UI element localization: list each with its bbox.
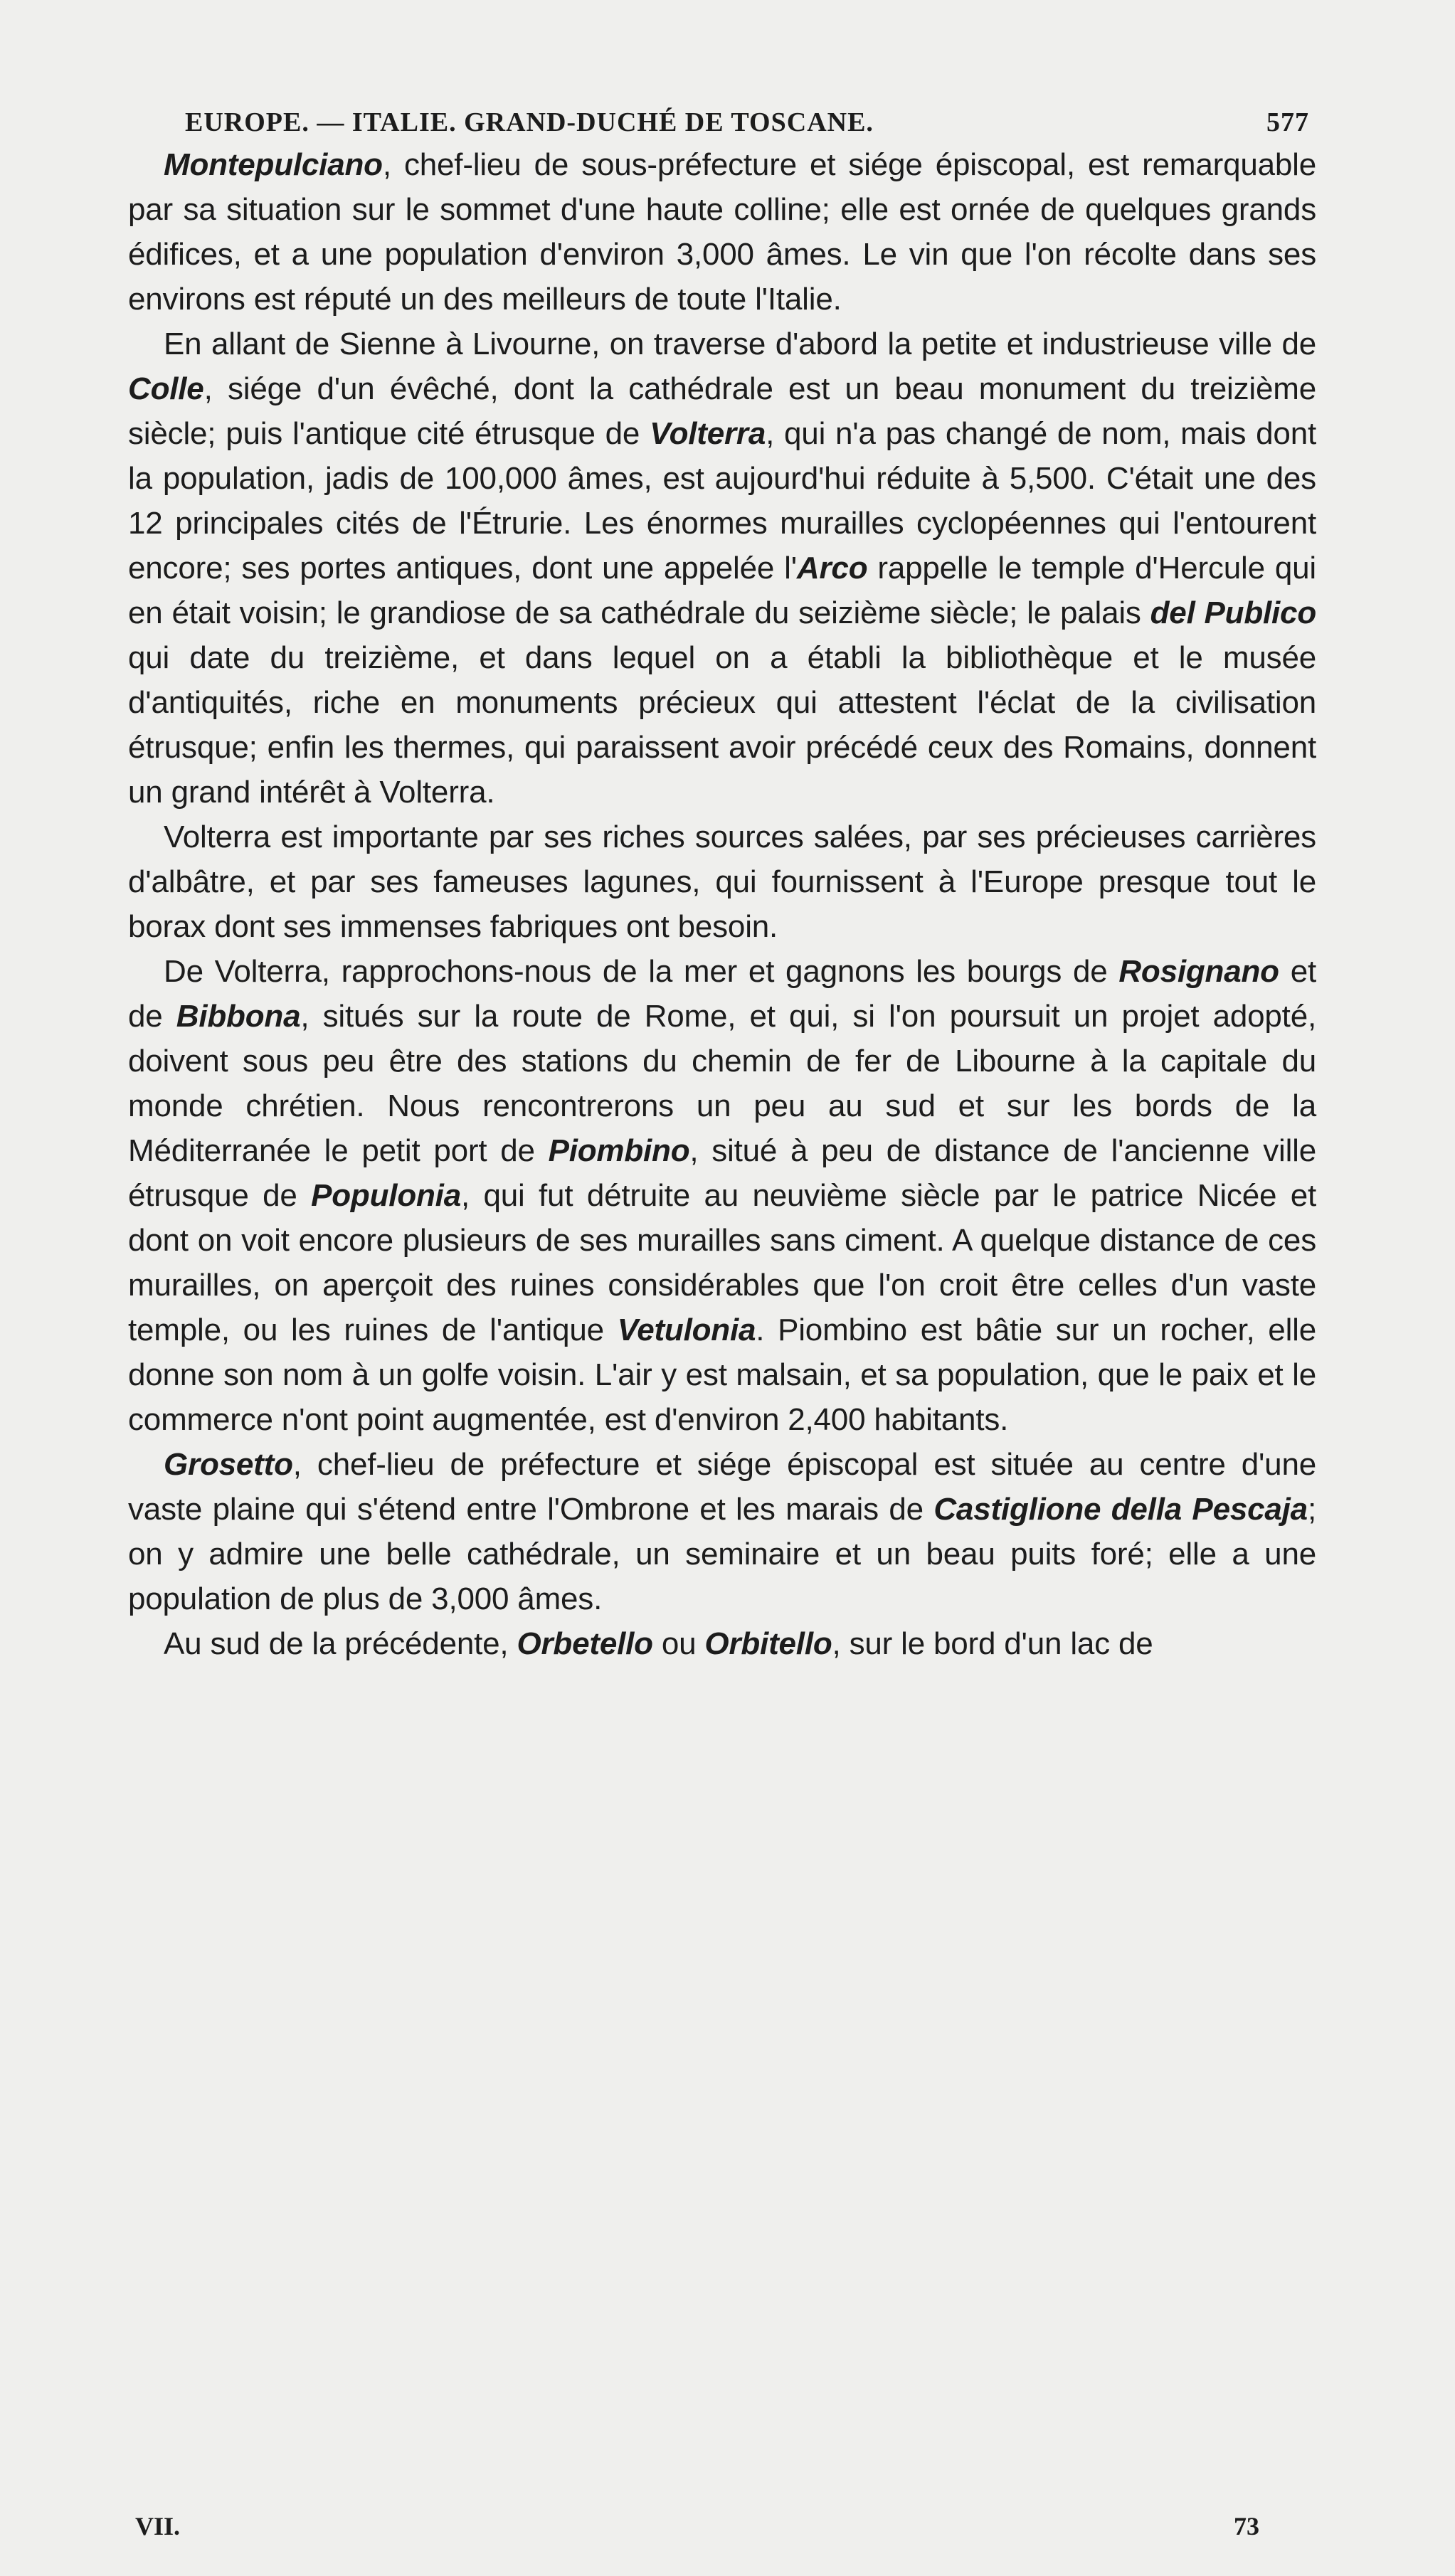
italic-name: Orbitello [704,1626,832,1661]
running-title: EUROPE. — ITALIE. GRAND-DUCHÉ DE TOSCANE. [185,107,874,137]
italic-name: Colle [128,371,204,406]
paragraph [128,142,1316,322]
text-run: rappelle le temple d'Hercule qui en était voisin; le grandiose de sa cathédrale du seizième siècle; le palais [128,551,1316,630]
text-run: , sur le bord d'un lac de [832,1626,1153,1661]
text-run: , chef-lieu de préfecture et siége épiscopal est située au centre d'une vaste plaine qui s'étend entre l'Ombrone et les marais de [128,1447,1316,1527]
text-run: , qui fut détruite au neuvième siècle par le patrice Nicée et dont on voit encore plusieurs de ses murailles sans ciment. A quelque distance de ces murailles, on aperçoit des ruines considérables que l'on croit être celles d'un vaste temple, ou les ruines de l'antique [128,1178,1316,1347]
text-run: , chef-lieu de sous-préfecture et siége épiscopal, est remarquable par sa situation sur le sommet d'une haute colline; elle est ornée de quelques grands édifices, et a une population d'environ 3,000 âmes. Le vin que l'on récolte dans ses environs est réputé un des meilleurs de toute l'Italie. [128,147,1316,317]
italic-name: Grosetto [164,1447,293,1482]
text-run: ; on y admire une belle cathédrale, un seminaire et un beau puits foré; elle a une population de plus de 3,000 âmes. [128,1492,1316,1616]
text-run: , siége d'un évêché, dont la cathédrale est un beau monument du treizième siècle; puis l'antique cité étrusque de [128,371,1316,451]
italic-name: Vetulonia [617,1313,756,1347]
text-run: , situés sur la route de Rome, et qui, si l'on poursuit un projet adopté, doivent sous peu être des stations du chemin de fer de Libourne à la capitale du monde chrétien. Nous rencontrerons un peu au sud et sur les bords de la Méditerranée le petit port de [128,999,1316,1168]
paragraph [128,949,1316,1442]
text-run: , situé à peu de distance de l'ancienne ville étrusque de [128,1133,1316,1213]
body-text [128,142,1316,1666]
text-run: En allant de Sienne à Livourne, on traverse d'abord la petite et industrieuse ville de [164,327,1316,361]
italic-name: Bibbona [176,999,301,1034]
italic-name: Rosignano [1118,954,1279,989]
paragraph [128,1442,1316,1621]
signature-mark: 73 [1234,2512,1259,2540]
italic-name: Montepulciano [164,147,383,182]
text-run: Au sud de la précédente, [164,1626,517,1661]
page-number: 577 [1266,107,1309,137]
paragraph [128,815,1316,949]
volume-number: VII. [135,2512,181,2540]
text-run: . Piombino est bâtie sur un rocher, elle donne son nom à un golfe voisin. L'air y est malsain, et sa population, que le paix et le commerce n'ont point augmentée, est d'environ 2,400 habitants. [128,1313,1316,1437]
text-run: Volterra est importante par ses riches sources salées, par ses précieuses carrières d'albâtre, et par ses fameuses lagunes, qui fournissent à l'Europe presque tout le borax dont ses immenses fabriques ont besoin. [128,820,1316,944]
text-run: , qui n'a pas changé de nom, mais dont la population, jadis de 100,000 âmes, est aujourd'hui réduite à 5,500. C'était une des 12 principales cités de l'Étrurie. Les énormes murailles cyclopéennes qui l'entourent encore; ses portes antiques, dont une appelée l' [128,416,1316,585]
text-run: De Volterra, rapprochons-nous de la mer et gagnons les bourgs de [164,954,1119,989]
italic-name: Arco [796,551,868,585]
italic-name: Populonia [311,1178,461,1213]
italic-name: Orbetello [517,1626,653,1661]
italic-name: del Publico [1150,595,1316,630]
paragraph [128,1621,1316,1666]
text-run: et de [128,954,1316,1034]
text-run: qui date du treizième, et dans lequel on a établi la bibliothèque et le musée d'antiquités, riche en monuments précieux qui attestent l'éclat de la civilisation étrusque; enfin les thermes, qui paraissent avoir précédé ceux des Romains, donnent un grand intérêt à Volterra. [128,640,1316,810]
italic-name: Piombino [548,1133,690,1168]
text-run: ou [652,1626,705,1661]
italic-name: Volterra [650,416,766,451]
paragraph [128,322,1316,815]
italic-name: Castiglione della Pescaja [933,1492,1308,1527]
